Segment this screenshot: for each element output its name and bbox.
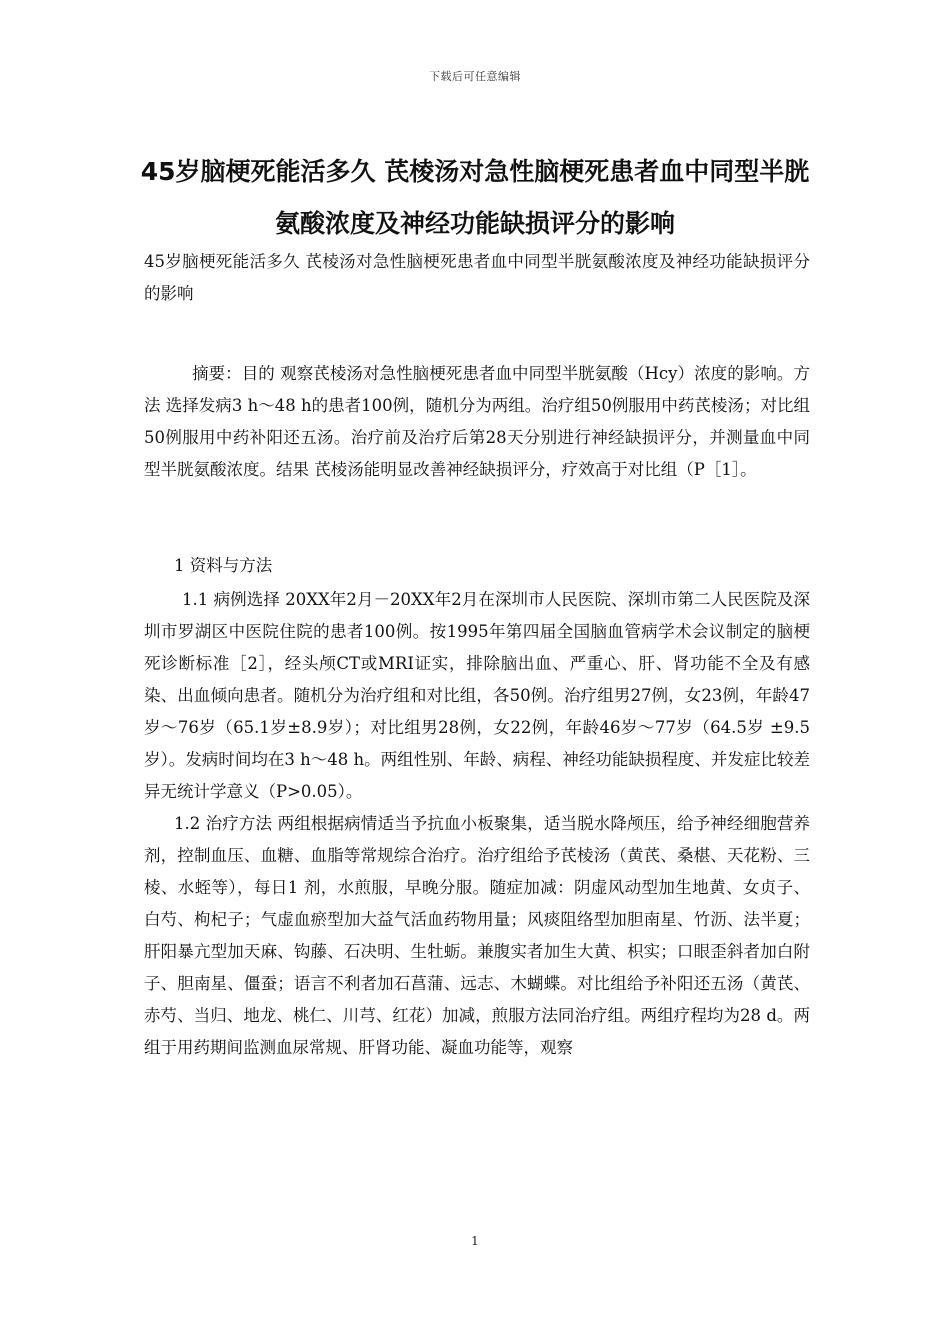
page-number: 1	[471, 1234, 479, 1248]
subtitle: 45岁脑梗死能活多久 芪棱汤对急性脑梗死患者血中同型半胱氨酸浓度及神经功能缺损评分的影响	[144, 252, 810, 303]
abstract-paragraph: 摘要：目的 观察芪棱汤对急性脑梗死患者血中同型半胱氨酸（Hcy）浓度的影响。方法 选择发病3 h～48 h的患者100例，随机分为两组。治疗组50例服用中药芪棱汤；对比组50例服用中药补阳还五汤。治疗前及治疗后第28天分别进行神经缺损评分，并测量血中同型半胱氨酸浓度。结果 芪棱汤能明显改善神经缺损评分，疗效高于对比组（P［1］。	[144, 364, 810, 479]
paragraph-treatment-method: 1.2 治疗方法 两组根据病情适当予抗血小板聚集，适当脱水降颅压，给予神经细胞营养剂，控制血压、血糖、血脂等常规综合治疗。治疗组给予芪棱汤（黄芪、桑椹、天花粉、三棱、水蛭等），每日1 剂，水煎服，早晚分服。随症加减：阴虚风动型加生地黄、女贞子、白芍、枸杞子；气虚血瘀型加大益气活血药物用量；风痰阻络型加胆南星、竹沥、法半夏；肝阳暴亢型加天麻、钩藤、石决明、生牡蛎。兼腹实者加生大黄、枳实；口眼歪斜者加白附子、胆南星、僵蚕；语言不利者加石菖蒲、远志、木蝴蝶。对比组给予补阳还五汤（黄芪、赤芍、当归、地龙、桃仁、川芎、红花）加减，煎服方法同治疗组。两组疗程均为28 d。两组于用药期间监测血尿常规、肝肾功能、凝血功能等，观察	[144, 814, 810, 1057]
paragraph-case-selection: 1.1 病例选择 20XX年2月－20XX年2月在深圳市人民医院、深圳市第二人民医院及深圳市罗湖区中医院住院的患者100例。按1995年第四届全国脑血管病学术会议制定的脑梗死诊断标准［2］，经头颅CT或MRI证实，排除脑出血、严重心、肝、肾功能不全及有感染、出血倾向患者。随机分为治疗组和对比组，各50例。治疗组男27例，女23例，年龄47岁～76岁（65.1岁±8.9岁）；对比组男28例，女22例，年龄46岁～77岁（64.5岁 ±9.5岁）。发病时间均在3 h～48 h。两组性别、年龄、病程、神经功能缺损程度、并发症比较差异无统计学意义（P>0.05）。	[144, 590, 810, 801]
section-heading-materials-methods: 1 资料与方法	[174, 556, 273, 575]
document-title: 45岁脑梗死能活多久 芪棱汤对急性脑梗死患者血中同型半胱氨酸浓度及神经功能缺损评分的影响	[140, 157, 810, 238]
header-note: 下载后可任意编辑	[429, 70, 521, 83]
